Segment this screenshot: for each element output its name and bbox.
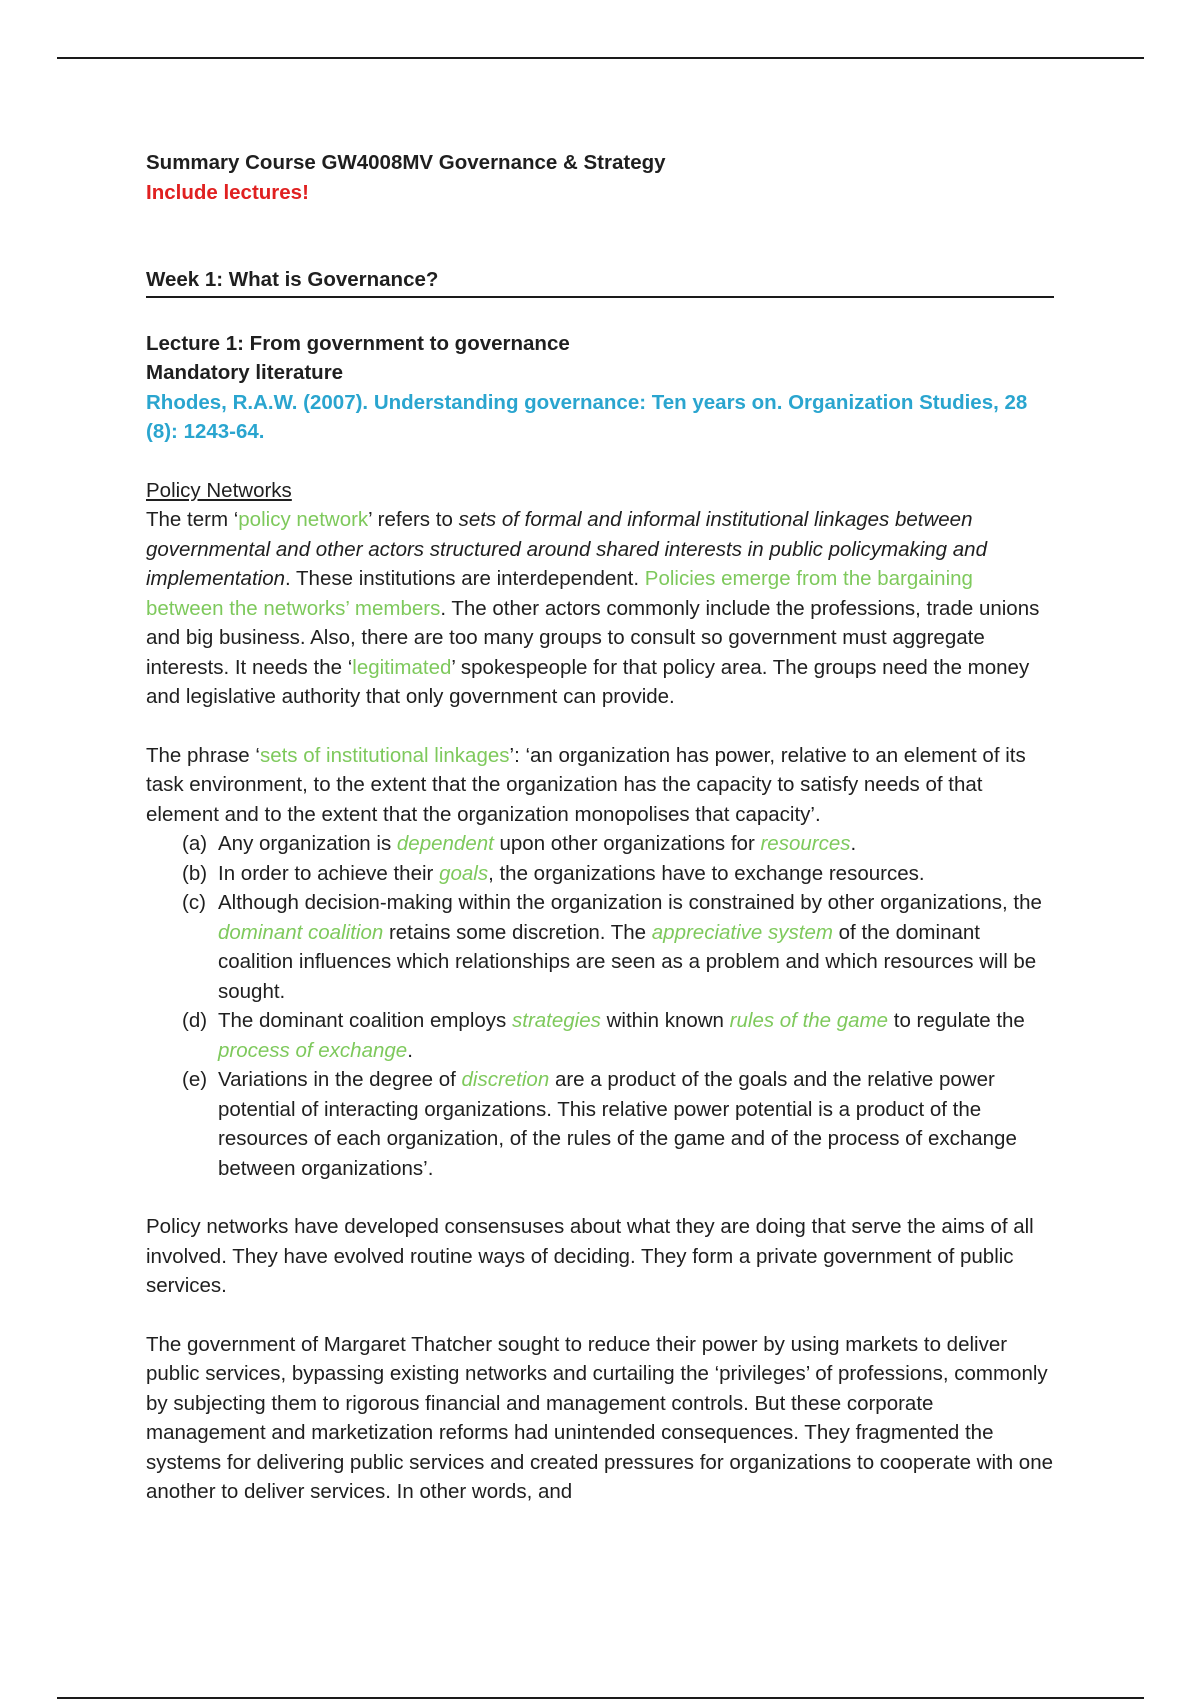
literature-heading: Mandatory literature — [146, 361, 344, 384]
week-heading: Week 1: What is Governance? — [146, 265, 1054, 298]
definition-text: sets of formal and informal institutional linkages between governmental and other actors structured around shared interests in public policymaking and implementation — [146, 508, 987, 590]
list-item: (d) The dominant coalition employs strategies within known rules of the game to regulate the process of exchange. — [182, 1009, 1025, 1062]
list-item: (c) Although decision-making within the organization is constrained by other organizations, the dominant coalition retains some discretion. The appreciative system of the dominant coalition influences which relationships are seen as a problem and which resources will be sought. — [182, 891, 1042, 1003]
propositions-list — [146, 829, 1054, 1183]
highlight-policies-emerge: Policies emerge from the bargaining between the networks’ members — [146, 567, 973, 620]
list-item: (b) In order to achieve their goals, the organizations have to exchange resources. — [182, 861, 925, 885]
document-page — [146, 148, 1054, 1507]
highlight-policy-network: policy network — [238, 508, 369, 531]
document-title: Summary Course GW4008MV Governance & Strategy — [146, 151, 666, 174]
paragraph-consensus: Policy networks have developed consensuses about what they are doing that serve the aims of all involved. They have evolved routine ways of deciding. They form a private government of public services. — [146, 1215, 1034, 1297]
include-lectures-note: Include lectures! — [146, 180, 309, 204]
list-item: (e) Variations in the degree of discretion are a product of the goals and the relative power potential of interacting organizations. This relative power potential is a product of the resources of each organization, of the rules of the game and of the process of exchange between organizations’. — [182, 1068, 1017, 1180]
list-item: (a) Any organization is dependent upon other organizations for resources. — [182, 832, 857, 855]
highlight-legitimated: legitimated — [352, 655, 452, 679]
paragraph-policy-network: The term ‘policy network’ refers to sets of formal and informal institutional linkages between governmental and other actors structured around shared interests in public policymaking and implementation. These institutions are interdependent. Policies emerge from the bargaining between the networks’ members. The other actors commonly include the professions, trade unions and big business. Also, there are too many groups to consult so government must aggregate interests. It needs the ‘legitimated’ spokespeople for that policy area. The groups need the money and legislative authority that only government can provide. — [146, 508, 1040, 708]
section-heading: Policy Networks — [146, 478, 292, 502]
highlight-institutional-linkages: sets of institutional linkages — [259, 743, 510, 767]
top-rule — [57, 57, 1144, 59]
lecture-heading: Lecture 1: From government to governance — [146, 331, 570, 355]
paragraph-thatcher: The government of Margaret Thatcher sought to reduce their power by using markets to deliver public services, bypassing existing networks and curtailing the ‘privileges’ of professions, commonly by subjecting them to rigorous financial and management controls. But these corporate management and marketization reforms had unintended consequences. They fragmented the systems for delivering public services and created pressures for organizations to cooperate with one another to deliver services. In other words, and — [146, 1332, 1054, 1503]
bottom-rule — [57, 1697, 1144, 1699]
paragraph-institutional-linkages: The phrase ‘sets of institutional linkages’: ‘an organization has power, relative to an element of its task environment, to the extent that the organization has the capacity to satisfy needs of that element and to the extent that the organization monopolises that capacity’. — [146, 743, 1026, 826]
literature-citation: Rhodes, R.A.W. (2007). Understanding governance: Ten years on. Organization Studies, 28 (8): 1243-64. — [146, 390, 1028, 443]
